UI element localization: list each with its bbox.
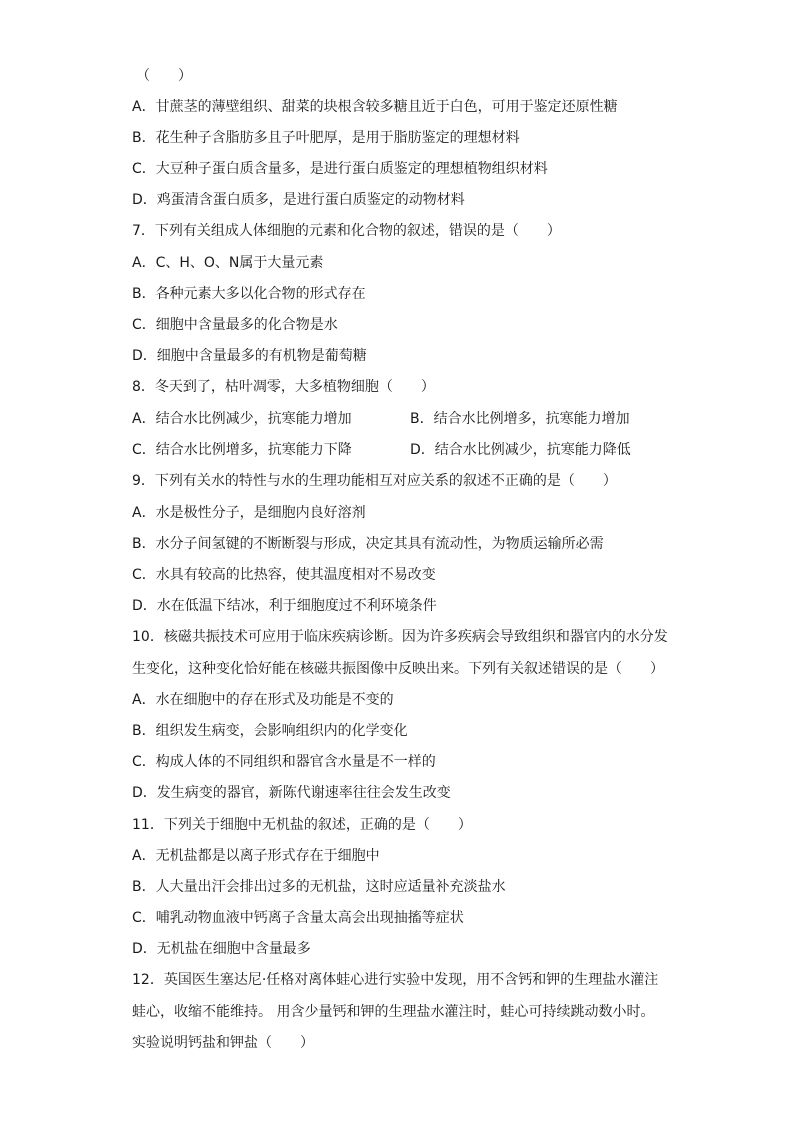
q8-option-c: C．结合水比例增多，抗寒能力下降 (132, 442, 352, 458)
q10-option-a: A．水在细胞中的存在形式及功能是不变的 (132, 692, 394, 708)
q12-stem-line3: 实验说明钙盐和钾盐（ ） (132, 1035, 314, 1051)
q10-option-c: C．构成人体的不同组织和器官含水量是不一样的 (132, 754, 436, 770)
q11-option-d: D．无机盐在细胞中含量最多 (132, 941, 311, 957)
q11-option-b: B．人大量出汗会排出过多的无机盐，这时应适量补充淡盐水 (132, 879, 506, 895)
q8-stem: 8．冬天到了，枯叶凋零，大多植物细胞（ ） (132, 379, 435, 395)
q9-option-d: D．水在低温下结冰，利于细胞度过不利环境条件 (132, 598, 437, 614)
q9-option-b: B．水分子间氢键的不断断裂与形成，决定其具有流动性，为物质运输所必需 (132, 536, 604, 552)
q8-option-a: A．结合水比例减少，抗寒能力增加 (132, 411, 352, 427)
q7-option-b: B．各种元素大多以化合物的形式存在 (132, 286, 366, 302)
q6-option-b: B．花生种子含脂肪多且子叶肥厚，是用于脂肪鉴定的理想材料 (132, 130, 520, 146)
q11-stem: 11．下列关于细胞中无机盐的叙述，正确的是（ ） (132, 817, 472, 833)
q6-option-c: C．大豆种子蛋白质含量多，是进行蛋白质鉴定的理想植物组织材料 (132, 161, 548, 177)
q9-stem: 9．下列有关水的特性与水的生理功能相互对应关系的叙述不正确的是（ ） (132, 473, 617, 489)
q11-option-c: C．哺乳动物血液中钙离子含量太高会出现抽搐等症状 (132, 910, 464, 926)
q8-option-b: B．结合水比例增多，抗寒能力增加 (410, 411, 630, 427)
q9-option-a: A．水是极性分子，是细胞内良好溶剂 (132, 505, 366, 521)
q10-stem-line1: 10．核磁共振技术可应用于临床疾病诊断。因为许多疾病会导致组织和器官内的水分发 (132, 629, 668, 645)
q10-stem-line2: 生变化，这种变化恰好能在核磁共振图像中反映出来。下列有关叙述错误的是（ ） (132, 661, 664, 677)
q11-option-a: A．无机盐都是以离子形式存在于细胞中 (132, 848, 380, 864)
q8-option-d: D．结合水比例减少，抗寒能力降低 (410, 442, 631, 458)
q10-option-d: D．发生病变的器官，新陈代谢速率往往会发生改变 (132, 785, 451, 801)
q6-option-d: D．鸡蛋清含蛋白质多，是进行蛋白质鉴定的动物材料 (132, 192, 465, 208)
q7-option-a: A．C、H、O、N属于大量元素 (132, 255, 324, 271)
q7-option-c: C．细胞中含量最多的化合物是水 (132, 317, 338, 333)
q12-stem-line2: 蛙心，收缩不能维持。 用含少量钙和钾的生理盐水灌注时，蛙心可持续跳动数小时。 (132, 1004, 655, 1020)
q12-stem-line1: 12．英国医生塞达尼·任格对离体蛙心进行实验中发现，用不含钙和钾的生理盐水灌注 (132, 972, 659, 988)
q10-option-b: B．组织发生病变，会影响组织内的化学变化 (132, 723, 408, 739)
q7-stem: 7．下列有关组成人体细胞的元素和化合物的叙述，错误的是（ ） (132, 223, 561, 239)
q9-option-c: C．水具有较高的比热容，使其温度相对不易改变 (132, 567, 436, 583)
q6-option-a: A．甘蔗茎的薄壁组织、甜菜的块根含较多糖且近于白色，可用于鉴定还原性糖 (132, 99, 618, 115)
q7-option-d: D．细胞中含量最多的有机物是葡萄糖 (132, 348, 367, 364)
q6-stem-tail: （ ） (136, 68, 192, 84)
